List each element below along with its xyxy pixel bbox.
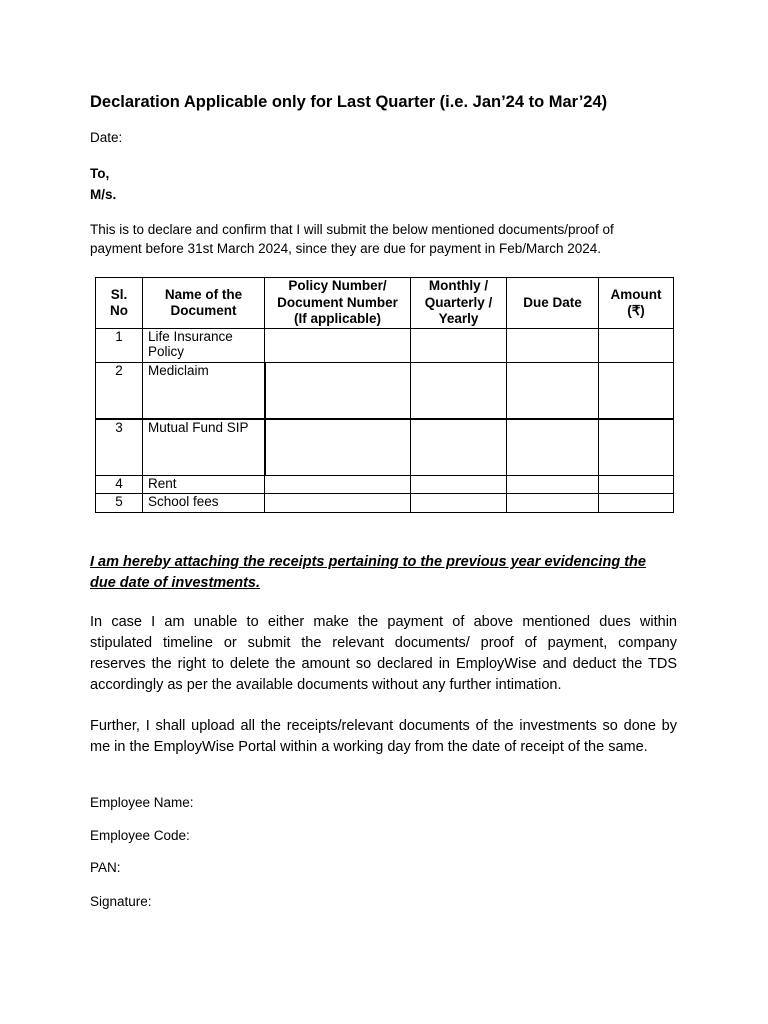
header-line: Yearly bbox=[438, 311, 479, 327]
documents-table bbox=[95, 277, 674, 513]
due-date-cell[interactable] bbox=[507, 494, 599, 513]
upload-paragraph bbox=[90, 716, 677, 758]
declaration-line: payment before 31st March 2024, since they are due for payment in Feb/March 2024. bbox=[90, 241, 602, 256]
table-header-row bbox=[96, 278, 674, 329]
header-frequency bbox=[411, 278, 507, 329]
paragraph-line: accordingly as per the available documents without any further intimation. bbox=[90, 677, 562, 693]
sl-cell: 1 bbox=[96, 329, 143, 363]
header-amount bbox=[599, 278, 674, 329]
document-name-cell: Rent bbox=[143, 476, 265, 494]
header-policy-number bbox=[265, 278, 411, 329]
table-row bbox=[96, 476, 674, 494]
frequency-cell[interactable] bbox=[411, 494, 507, 513]
table-row bbox=[96, 363, 674, 420]
signature-label: Signature: bbox=[90, 894, 152, 909]
header-line: Document Number bbox=[277, 294, 398, 310]
document-name-cell: Life Insurance Policy bbox=[143, 329, 265, 363]
header-line: Sl. bbox=[110, 286, 128, 302]
frequency-cell[interactable] bbox=[411, 363, 507, 420]
header-line: (If applicable) bbox=[293, 311, 381, 327]
pan-label: PAN: bbox=[90, 860, 121, 875]
sl-cell: 5 bbox=[96, 494, 143, 513]
header-line: (₹) bbox=[627, 303, 645, 318]
frequency-cell[interactable] bbox=[411, 329, 507, 363]
paragraph-line: stipulated timeline or submit the relevant documents/ proof of payment, company bbox=[90, 635, 677, 651]
table-row bbox=[96, 329, 674, 363]
frequency-cell[interactable] bbox=[411, 419, 507, 476]
table-row bbox=[96, 419, 674, 476]
to-label: To, bbox=[90, 166, 110, 181]
amount-cell[interactable] bbox=[599, 494, 674, 513]
policy-number-cell[interactable] bbox=[265, 476, 411, 494]
amount-cell[interactable] bbox=[599, 363, 674, 420]
conditions-paragraph bbox=[90, 612, 677, 696]
due-date-cell[interactable] bbox=[507, 329, 599, 363]
header-line: Amount bbox=[610, 286, 662, 302]
due-date-cell[interactable] bbox=[507, 476, 599, 494]
policy-number-cell[interactable] bbox=[265, 494, 411, 513]
paragraph-line: In case I am unable to either make the payment of above mentioned dues within bbox=[90, 614, 677, 630]
policy-number-cell[interactable] bbox=[265, 363, 411, 420]
declaration-line: This is to declare and confirm that I will submit the below mentioned documents/proof of bbox=[90, 222, 614, 237]
table-row bbox=[96, 494, 674, 513]
header-document-name bbox=[143, 278, 265, 329]
attachment-line: I am hereby attaching the receipts pertaining to the previous year evidencing the bbox=[90, 554, 646, 570]
attachment-line: due date of investments. bbox=[90, 575, 261, 591]
policy-number-cell[interactable] bbox=[265, 329, 411, 363]
header-sl-no bbox=[96, 278, 143, 329]
header-due-date bbox=[507, 278, 599, 329]
sl-cell: 4 bbox=[96, 476, 143, 494]
header-line: No bbox=[110, 303, 128, 318]
declaration-text bbox=[90, 220, 690, 258]
header-line: Name of the bbox=[164, 286, 243, 302]
amount-cell[interactable] bbox=[599, 476, 674, 494]
amount-cell[interactable] bbox=[599, 419, 674, 476]
due-date-cell[interactable] bbox=[507, 363, 599, 420]
page-title: Declaration Applicable only for Last Quarter (i.e. Jan’24 to Mar’24) bbox=[90, 93, 608, 111]
document-name-cell: Mutual Fund SIP bbox=[143, 419, 265, 476]
document-name-cell: School fees bbox=[143, 494, 265, 513]
sl-cell: 3 bbox=[96, 419, 143, 476]
header-line: Due Date bbox=[523, 294, 582, 310]
paragraph-line: reserves the right to delete the amount so declared in EmployWise and deduct the TDS bbox=[90, 656, 677, 672]
header-line: Monthly / bbox=[428, 278, 489, 294]
employee-name-label: Employee Name: bbox=[90, 795, 194, 810]
frequency-cell[interactable] bbox=[411, 476, 507, 494]
employee-code-label: Employee Code: bbox=[90, 828, 190, 843]
amount-cell[interactable] bbox=[599, 329, 674, 363]
header-line: Quarterly / bbox=[424, 294, 493, 310]
due-date-cell[interactable] bbox=[507, 419, 599, 476]
document-name-cell: Mediclaim bbox=[143, 363, 265, 420]
header-line: Policy Number/ bbox=[288, 278, 387, 294]
paragraph-line: Further, I shall upload all the receipts/relevant documents of the investments so done by bbox=[90, 718, 677, 734]
policy-number-cell[interactable] bbox=[265, 419, 411, 476]
date-label: Date: bbox=[90, 130, 123, 145]
ms-label: M/s. bbox=[90, 187, 117, 202]
attachment-note bbox=[90, 552, 690, 594]
sl-cell: 2 bbox=[96, 363, 143, 420]
header-line: Document bbox=[170, 303, 237, 318]
paragraph-line: me in the EmployWise Portal within a working day from the date of receipt of the same. bbox=[90, 739, 648, 755]
